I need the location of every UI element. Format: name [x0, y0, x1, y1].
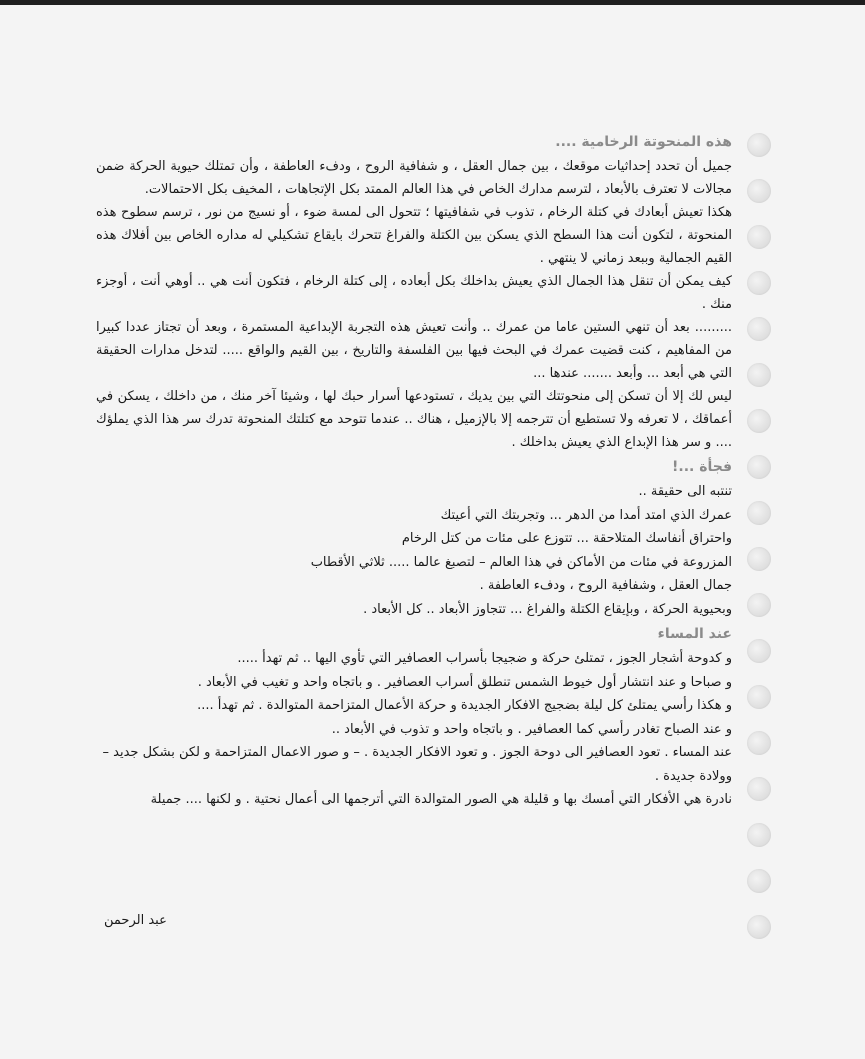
binder-hole	[747, 547, 771, 571]
text-line: عند المساء . تعود العصافير الى دوحة الجوز . و تعود الافكار الجديدة . – و صور الاعمال المتزاحمة و لكن بشكل جديد – وولادة جديدة .	[102, 745, 732, 784]
binder-hole	[747, 317, 771, 341]
section-title: عند المساء	[657, 626, 732, 642]
paragraph: هكذا تعيش أبعادك في كتلة الرخام ، تذوب في شفافيتها ؛ تتحول الى لمسة ضوء ، أو نسيج من نور ، ترسم سطوح هذه المنحوتة ، لتكون أنت هذا السطح الذي يسكن بين الكتلة والفراغ تتحرك بايقاع تشكيلي له مداره الخاص بين أفلاك هذه القيم الجمالية وببعد زماني لا ينتهي .	[96, 205, 732, 266]
text-line: و صباحا و عند انتشار أول خيوط الشمس تنطلق أسراب العصافير . و باتجاه واحد و تغيب في الأبعاد .	[197, 674, 732, 690]
paragraph: ليس لك إلا أن تسكن إلى منحوتتك التي بين يديك ، تستودعها أسرار حبك لها ، وشيئا آخر منك ، من داخلك ، يسكن في أعماقك ، لا تعرفه ولا تستطيع أن تترجمه إلا بالإزميل ، هناك .. عندما تتوحد مع كتلتك المنحوتة تدرك سر هذا الذي يملؤك .... و سر هذا الإبداع الذي يعيش بداخلك .	[96, 389, 732, 450]
binder-hole	[747, 777, 771, 801]
prose-lines	[96, 647, 732, 812]
author-signature: عبد الرحمن	[104, 913, 167, 928]
poem-line: جمال العقل ، وشفافية الروح ، ودفء العاطفة .	[479, 578, 732, 593]
binder-hole	[747, 409, 771, 433]
paragraph: ......... بعد أن تنهي الستين عاما من عمرك .. وأنت تعيش هذه التجربة الإبداعية المستمرة ، وبعد أن تجتاز عددا كبيرا من المفاهيم ، كنت قضيت عمرك في البحث فيها بين الفلسفة والتاريخ ، بين القيم والواقع ..... لتدخل مدارات الحقيقة التي هي أبعد ... وأبعد ....... عندها ...	[96, 320, 732, 381]
text-line: نادرة هي الأفكار التي أمسك بها و قليلة هي الصور المتوالدة التي أترجمها الى أعمال نحتية . و لكنها .... جميلة	[150, 792, 732, 807]
binder-hole	[747, 731, 771, 755]
binder-hole	[747, 271, 771, 295]
article-body	[96, 129, 732, 812]
binder-hole	[747, 915, 771, 939]
binder-hole	[747, 501, 771, 525]
text-line: و هكذا رأسي يمتلئ كل ليلة بضجيج الافكار الجديدة و حركة الأعمال المتزاحمة المتوالدة . ثم تهدأ ....	[197, 698, 732, 713]
binder-hole	[747, 823, 771, 847]
paragraph: جميل أن تحدد إحداثيات موقعك ، بين جمال العقل ، و شفافية الروح ، ودفء العاطفة ، وأن تمتلك حيوية الحركة ضمن مجالات لا تعترف بالأبعاد ، لترسم مدارك الخاص في هذا العالم الممتد بكل الإتجاهات ، المخيف بكل الاحتمالات.	[96, 159, 732, 197]
binder-hole	[747, 639, 771, 663]
text-line: و كدوحة أشجار الجوز ، تمتلئ حركة و ضجيجا بأسراب العصافير التي تأوي اليها .. ثم تهدأ .....	[237, 651, 732, 666]
section-title: فجأة ...!	[672, 459, 732, 475]
binder-hole	[747, 179, 771, 203]
poem-line: المزروعة في مئات من الأماكن في هذا العالم – لتصبغ عالما ..... ثلاثي الأقطاب	[310, 554, 732, 570]
poem-stanza	[96, 480, 732, 621]
binder-hole	[747, 133, 771, 157]
binder-hole	[747, 593, 771, 617]
binder-hole	[747, 363, 771, 387]
paragraph: كيف يمكن أن تنقل هذا الجمال الذي يعيش بداخلك بكل أبعاده ، إلى كتلة الرخام ، فتكون أنت هي .. أوهي أنت ، أوجزء منك .	[96, 274, 732, 312]
page	[0, 5, 865, 1059]
poem-line: واحتراق أنفاسك المتلاحقة ... تتوزع على مئات من كتل الرخام	[401, 531, 732, 546]
binder-hole	[747, 455, 771, 479]
section-title: هذه المنحوتة الرخامية ....	[555, 134, 732, 150]
binder-hole	[747, 869, 771, 893]
poem-line: عمرك الذي امتد أمدا من الدهر ... وتجربتك التي أعيتك	[440, 507, 732, 523]
binder-hole	[747, 685, 771, 709]
text-line: و عند الصباح تغادر رأسي كما العصافير . و باتجاه واحد و تذوب في الأبعاد ..	[331, 721, 732, 737]
poem-line: وبحيوية الحركة ، وبإيقاع الكتلة والفراغ ... تتجاوز الأبعاد .. كل الأبعاد .	[363, 601, 732, 617]
binder-hole	[747, 225, 771, 249]
poem-line: تنتبه الى حقيقة ..	[638, 484, 732, 499]
